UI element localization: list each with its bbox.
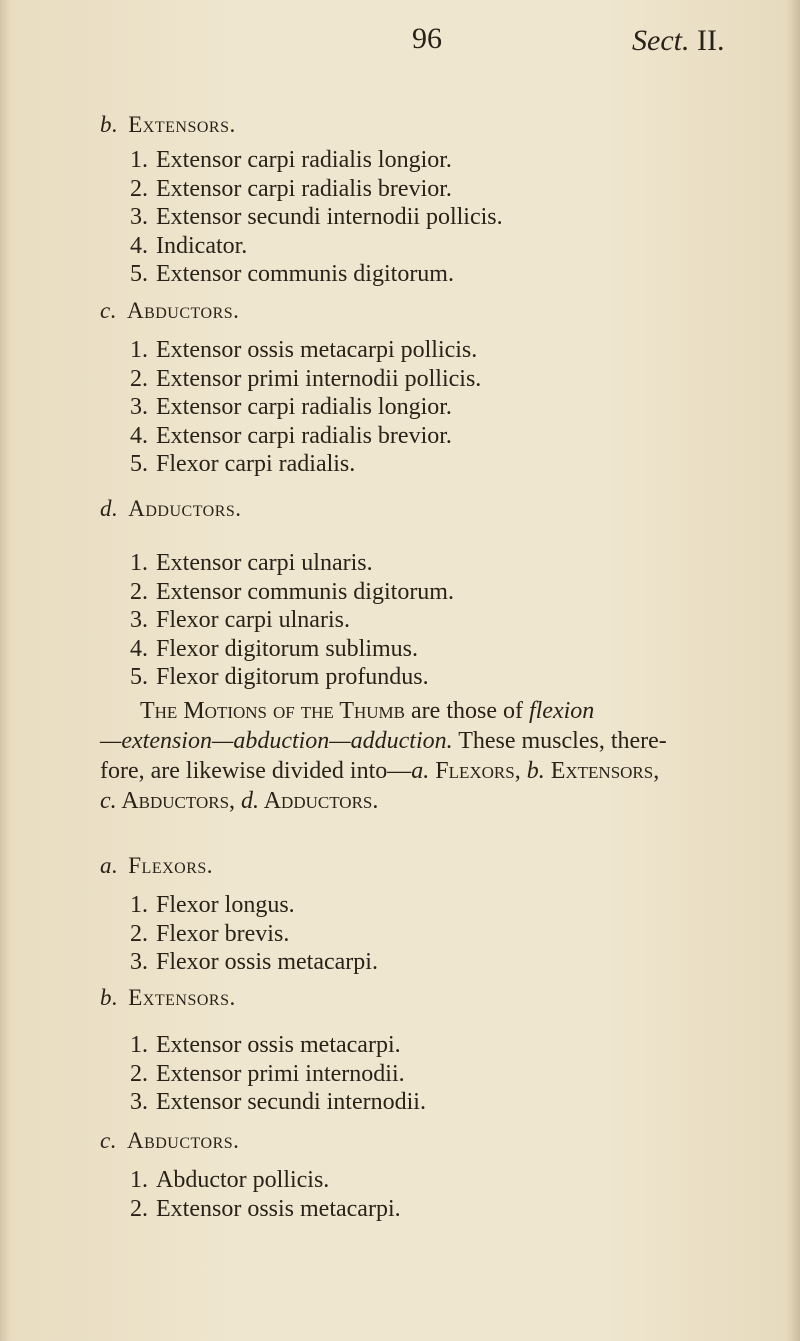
- thumb-motions-paragraph: The Motions of the Thumb are those of flexion —extension—abduction—adduction. These muscles, there- fore, are likewise divided into—a. Flexors, b. Extensors, c. Abductors, d. Adductors.: [100, 698, 667, 814]
- list-item: 2. Extensor primi internodii.: [130, 1060, 405, 1087]
- page-gutter-shadow: [0, 0, 10, 1341]
- list-item: 4. Extensor carpi radialis brevior.: [130, 422, 452, 449]
- list-item: 1. Flexor longus.: [130, 892, 295, 918]
- thumb-abductors-list: [130, 1166, 401, 1223]
- list-item: 1. Abductor pollicis.: [130, 1167, 330, 1193]
- thumb-heading-abductors: c. Abductors.: [100, 1128, 240, 1153]
- list-item: 2. Extensor carpi radialis brevior.: [130, 175, 452, 202]
- running-head: [632, 24, 724, 58]
- list-item: 1. Extensor ossis metacarpi pollicis.: [130, 337, 478, 363]
- list-item: 4. Indicator.: [130, 232, 248, 259]
- list-item: 2. Extensor primi internodii pollicis.: [130, 365, 482, 392]
- section-heading-abductors: c. Abductors.: [100, 298, 240, 323]
- list-item: 3. Extensor secundi internodii.: [130, 1089, 426, 1115]
- list-item: 5. Flexor carpi radialis.: [130, 451, 356, 477]
- list-item: 2. Flexor brevis.: [130, 920, 290, 947]
- list-item: 2. Extensor ossis metacarpi.: [130, 1195, 401, 1222]
- thumb-heading-extensors: b. Extensors.: [100, 985, 236, 1010]
- thumb-extensors-list: [130, 1031, 426, 1117]
- list-item: 2. Extensor communis digitorum.: [130, 578, 454, 605]
- thumb-heading-flexors: a. Flexors.: [100, 853, 214, 878]
- list-item: 5. Extensor communis digitorum.: [130, 261, 454, 287]
- section-label: Sect.: [632, 24, 690, 57]
- list-item: 1. Extensor ossis metacarpi.: [130, 1032, 401, 1058]
- list-item: 3. Flexor ossis metacarpi.: [130, 949, 378, 975]
- list-item: 5. Flexor digitorum profundus.: [130, 664, 429, 690]
- list-item: 4. Flexor digitorum sublimus.: [130, 635, 419, 662]
- list-item: 3. Extensor carpi radialis longior.: [130, 394, 452, 420]
- page-edge-shadow: [786, 0, 800, 1341]
- page-number: 96: [412, 22, 442, 55]
- list-item: 1. Extensor carpi ulnaris.: [130, 550, 373, 576]
- extensors-list: [130, 146, 503, 289]
- section-heading-adductors: d. Adductors.: [100, 496, 242, 521]
- thumb-flexors-list: [130, 891, 378, 977]
- list-item: 3. Flexor carpi ulnaris.: [130, 607, 350, 633]
- adductors-list: [130, 549, 454, 692]
- section-number: II.: [696, 24, 725, 57]
- list-item: 3. Extensor secundi internodii pollicis.: [130, 204, 503, 230]
- abductors-list: [130, 336, 481, 479]
- list-item: 1. Extensor carpi radialis longior.: [130, 147, 452, 173]
- section-heading-extensors: b. Extensors.: [100, 112, 236, 137]
